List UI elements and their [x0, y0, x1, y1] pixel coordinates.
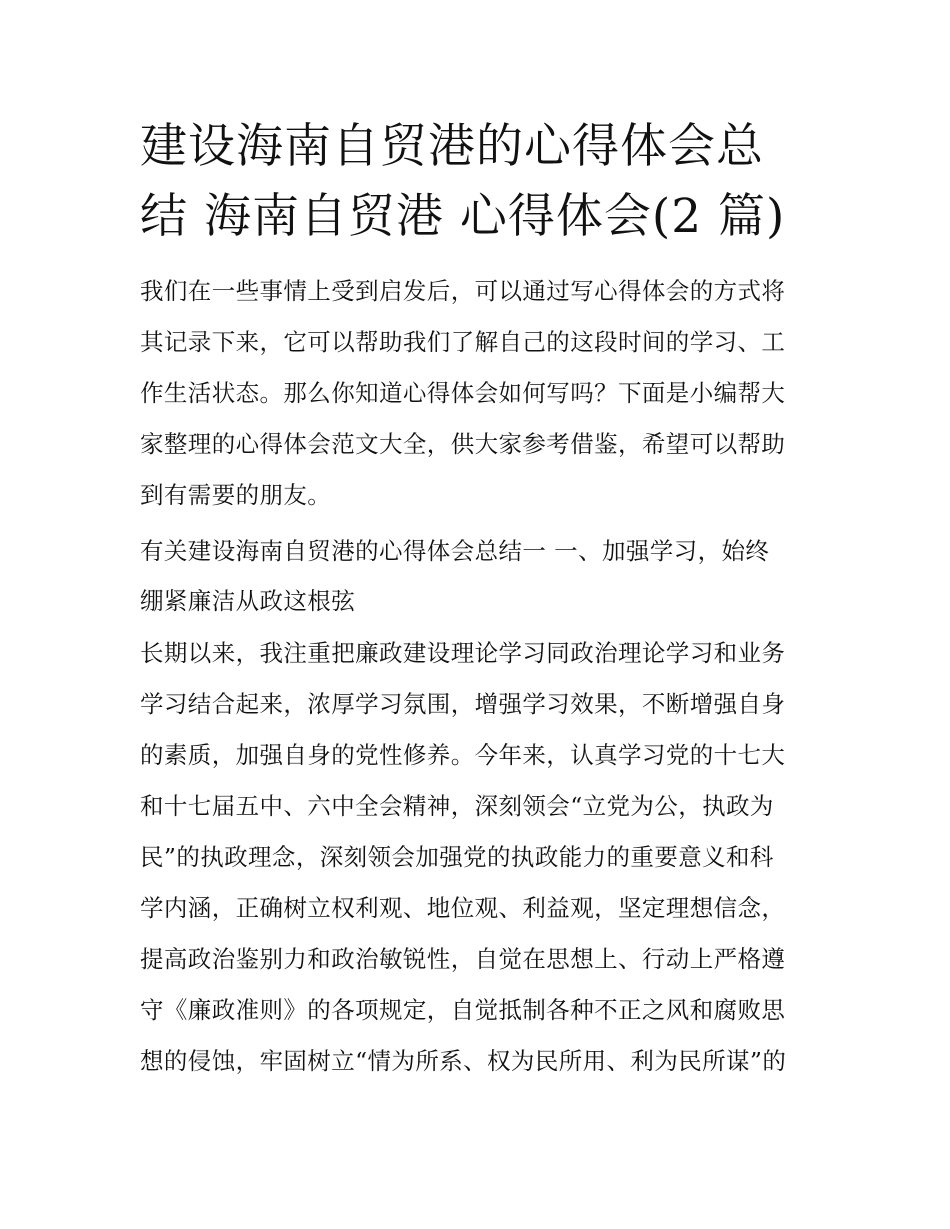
- body-line: 想的侵蚀，牢固树立“情为所系、权为民所用、利为民所谋”的: [140, 1047, 787, 1075]
- intro-line: 作生活状态。那么你知道心得体会如何写吗？下面是小编帮大: [140, 379, 786, 407]
- body-line: 学习结合起来，浓厚学习氛围，增强学习效果，不断增强自身: [140, 690, 786, 718]
- document-title: [140, 112, 816, 252]
- body-line: 的素质，加强自身的党性修养。今年来，认真学习党的十七大: [140, 741, 786, 769]
- body-line: 和十七届五中、六中全会精神，深刻领会“立党为公，执政为: [140, 792, 774, 820]
- title-line-2: 结 海南自贸港 心得体会(2 篇): [140, 189, 786, 244]
- body-line: 学内涵，正确树立权利观、地位观、利益观，坚定理想信念，: [140, 894, 786, 922]
- body-line: 民”的执政理念，深刻领会加强党的执政能力的重要意义和科: [140, 843, 774, 871]
- section-heading-line: 绷紧廉洁从政这根弦: [140, 587, 356, 615]
- body-paragraph: [140, 628, 816, 1087]
- title-line-1: 建设海南自贸港的心得体会总: [140, 119, 764, 174]
- intro-line: 家整理的心得体会范文大全，供大家参考借鉴，希望可以帮助: [140, 430, 786, 458]
- body-line: 长期以来，我注重把廉政建设理论学习同政治理论学习和业务: [140, 639, 786, 667]
- body-line: 提高政治鉴别力和政治敏锐性，自觉在思想上、行动上严格遵: [140, 945, 786, 973]
- intro-paragraph: [140, 266, 816, 521]
- intro-line: 我们在一些事情上受到启发后，可以通过写心得体会的方式将: [140, 277, 786, 305]
- document-page: [140, 112, 816, 1087]
- section-heading: [140, 526, 816, 626]
- body-line: 守《廉政准则》的各项规定，自觉抵制各种不正之风和腐败思: [140, 996, 786, 1024]
- intro-line: 其记录下来，它可以帮助我们了解自己的这段时间的学习、工: [140, 328, 786, 356]
- intro-line: 到有需要的朋友。: [140, 481, 332, 509]
- section-heading-line: 有关建设海南自贸港的心得体会总结一 一、加强学习，始终: [140, 537, 770, 565]
